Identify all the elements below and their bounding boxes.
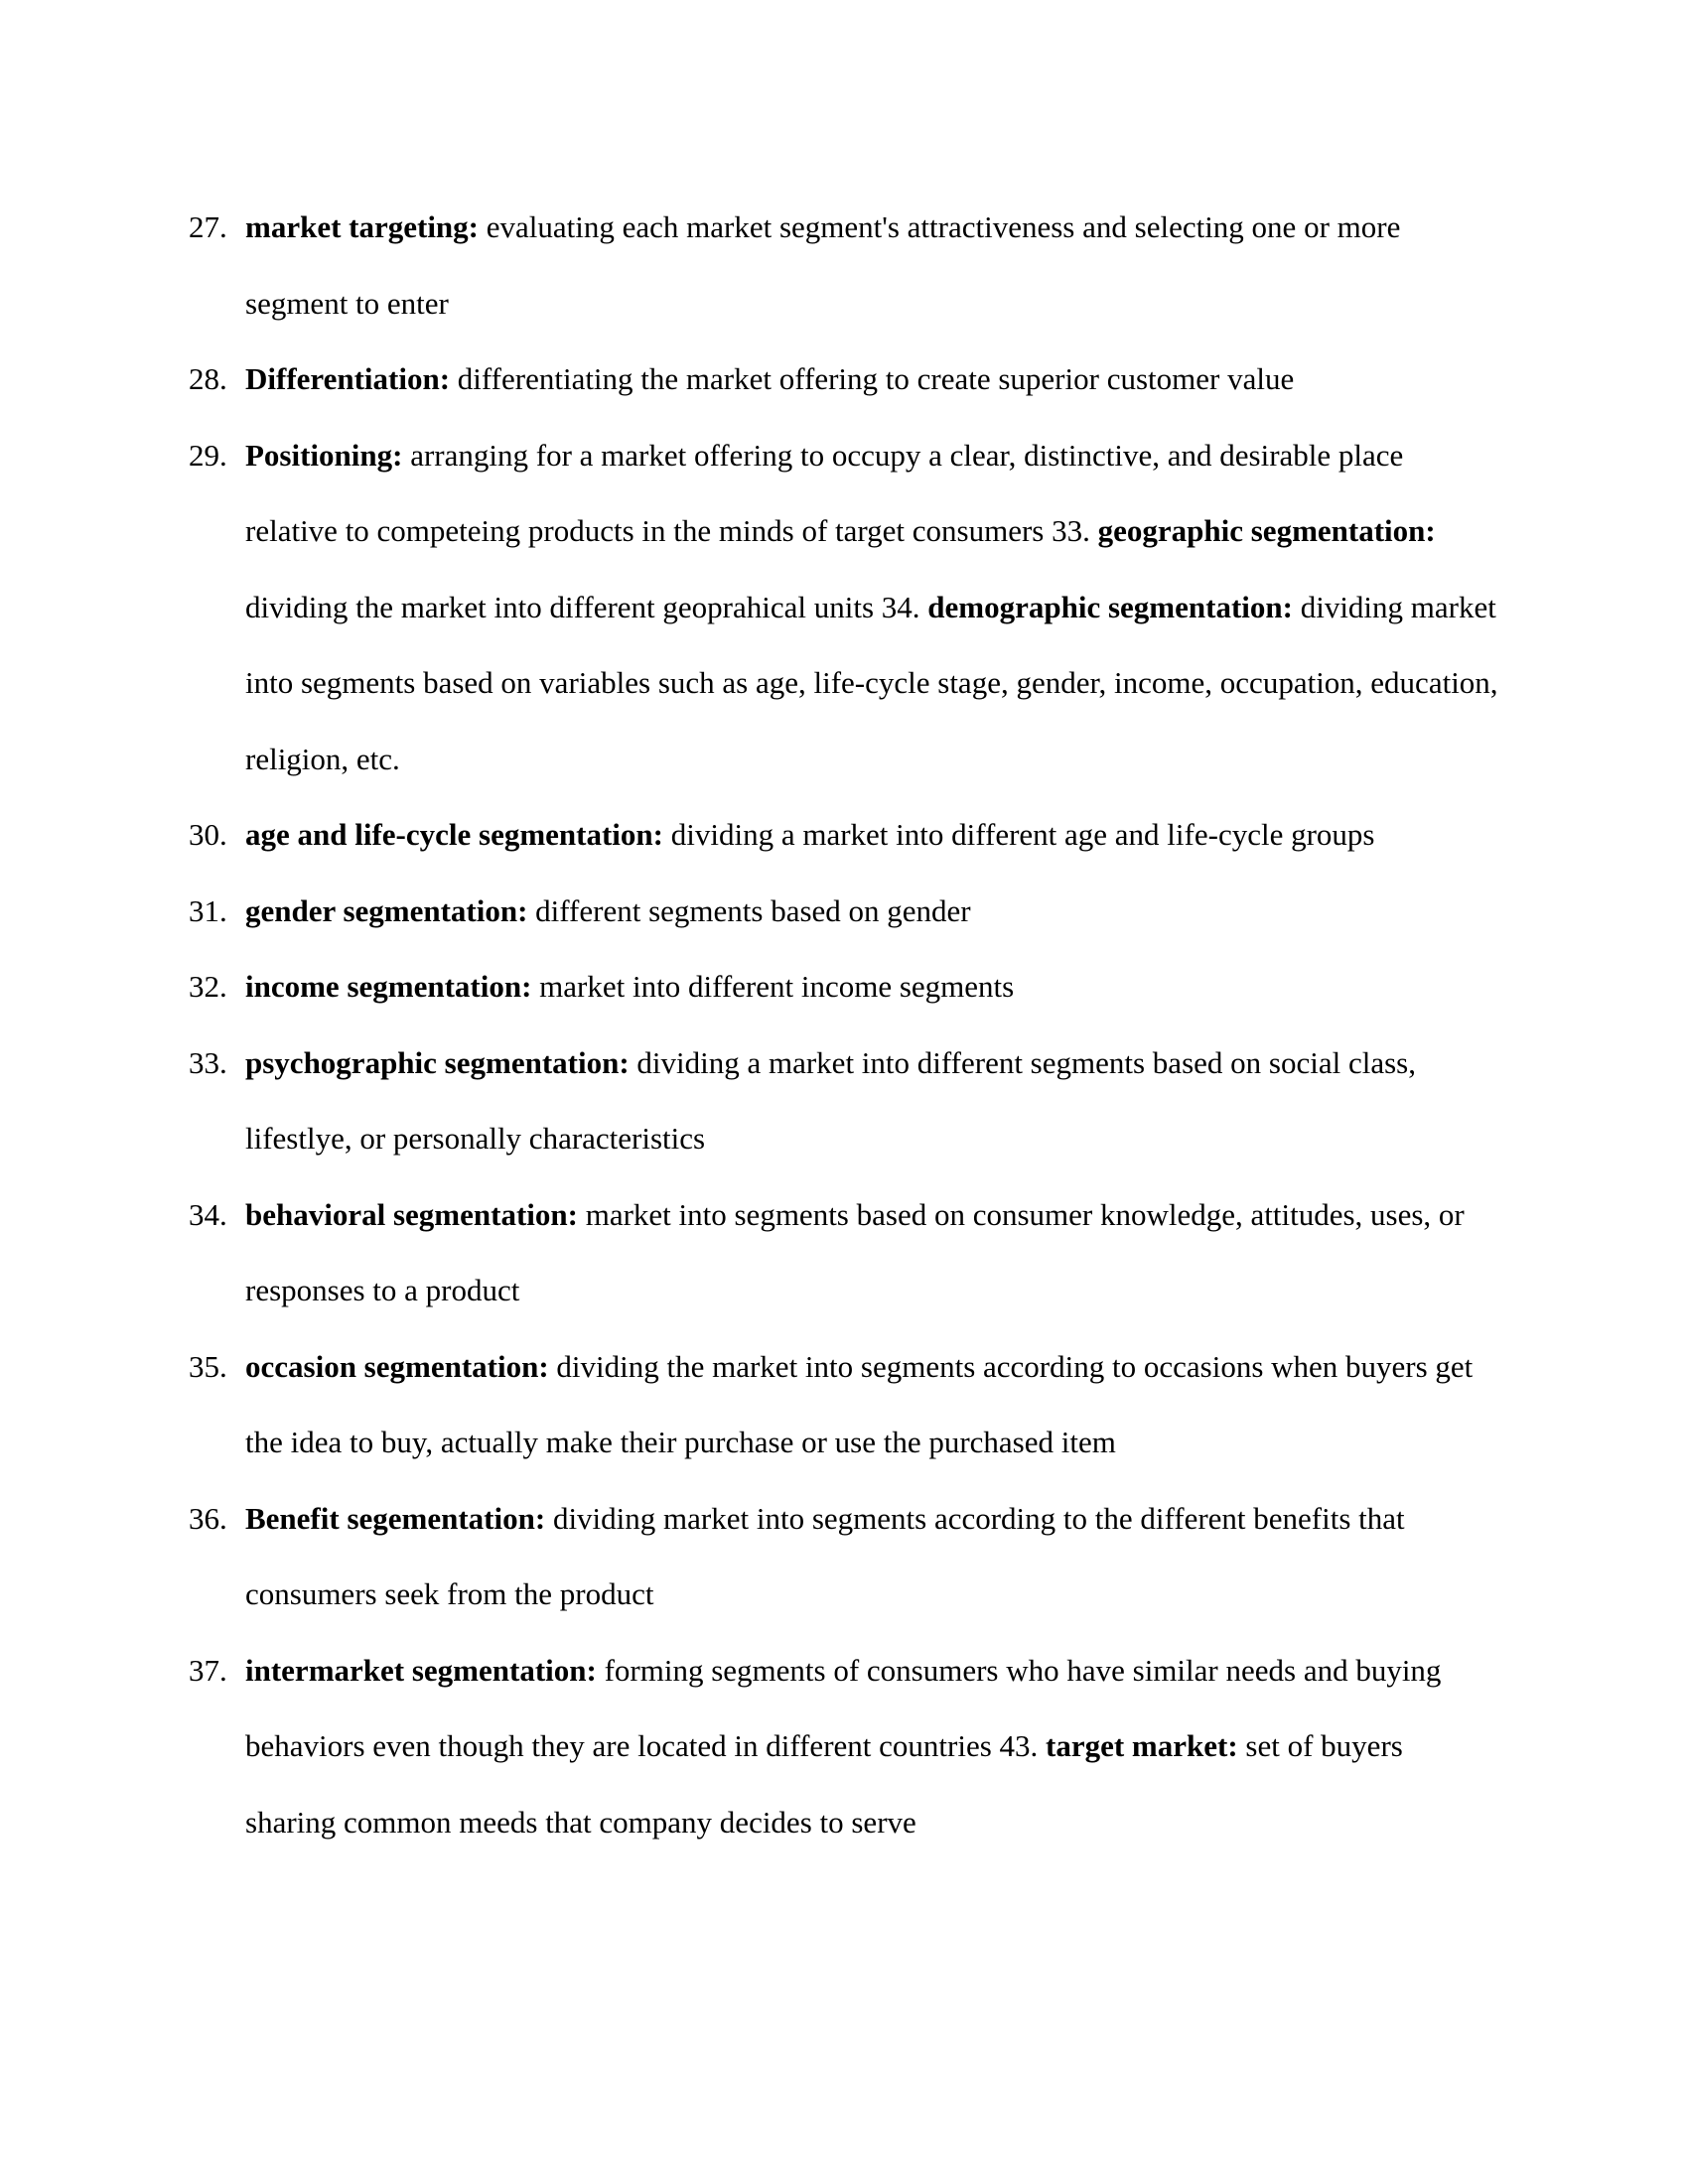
item-body [245, 361, 1294, 396]
list-item [189, 190, 1499, 341]
item-number: 34. [189, 1196, 227, 1232]
list-item [189, 949, 1499, 1025]
item-body [245, 1653, 1441, 1840]
term: age and life-cycle segmentation: [245, 817, 663, 852]
list-item [189, 874, 1499, 950]
definition-text: set of buyers sharing common meeds that company decides to serve [245, 1728, 1403, 1840]
list-item [189, 1329, 1499, 1481]
term: target market: [1046, 1728, 1238, 1763]
item-body [245, 1045, 1416, 1157]
list-item [189, 1177, 1499, 1329]
item-body [245, 969, 1014, 1004]
item-number: 35. [189, 1348, 227, 1384]
list-item [189, 341, 1499, 418]
item-number: 36. [189, 1500, 227, 1536]
term: Positioning: [245, 437, 403, 473]
definition-text: dividing market into segments according to the different benefits that consumers seek from the product [245, 1500, 1405, 1611]
item-number: 31. [189, 892, 227, 928]
item-number: 28. [189, 361, 227, 396]
definition-text: different segments based on gender [527, 892, 971, 928]
item-number: 37. [189, 1652, 227, 1688]
term: behavioral segmentation: [245, 1196, 578, 1232]
list-item [189, 418, 1499, 798]
definition-text: dividing a market into different segments based on social class, lifestlye, or personally characteristics [245, 1044, 1416, 1156]
definition-text: dividing the market into segments according to occasions when buyers get the idea to buy, actually make their purchase or use the purchased item [245, 1348, 1474, 1459]
definition-text: arranging for a market offering to occupy a clear, distinctive, and desirable place relative to competeing products in the minds of target consumers 33. [245, 437, 1404, 548]
definition-text: market into different income segments [531, 969, 1015, 1004]
item-number: 30. [189, 817, 227, 852]
term: psychographic segmentation: [245, 1044, 630, 1080]
term: Benefit segementation: [245, 1500, 546, 1536]
item-body [245, 893, 971, 928]
term: demographic segmentation: [927, 589, 1293, 624]
item-body [245, 438, 1498, 776]
item-number: 33. [189, 1044, 227, 1080]
list-item [189, 1633, 1499, 1861]
definition-text: dividing a market into different age and life-cycle groups [662, 817, 1375, 852]
term: geographic segmentation: [1097, 513, 1436, 548]
item-body [245, 1501, 1405, 1612]
definition-text: dividing the market into different geoprahical units 34. [245, 589, 928, 624]
definition-text: market into segments based on consumer knowledge, attitudes, uses, or responses to a product [245, 1196, 1465, 1307]
term: occasion segmentation: [245, 1348, 549, 1384]
term: Differentiation: [245, 361, 451, 396]
definition-text: dividing market into segments based on variables such as age, life-cycle stage, gender, income, occupation, education, religion, etc. [245, 589, 1498, 776]
list-item [189, 797, 1499, 874]
term: income segmentation: [245, 969, 532, 1004]
list-item [189, 1481, 1499, 1633]
definition-text: differentiating the market offering to create superior customer value [450, 361, 1295, 396]
item-body [245, 817, 1374, 852]
item-number: 32. [189, 969, 227, 1004]
definition-text: forming segments of consumers who have similar needs and buying behaviors even though they are located in different countries 43. [245, 1652, 1442, 1763]
item-number: 29. [189, 437, 227, 473]
term: gender segmentation: [245, 892, 528, 928]
list-item [189, 1025, 1499, 1177]
term: intermarket segmentation: [245, 1652, 597, 1688]
item-number: 27. [189, 209, 227, 244]
definition-text: evaluating each market segment's attractiveness and selecting one or more segment to enter [245, 209, 1401, 321]
item-body [245, 1349, 1473, 1460]
item-body [245, 1197, 1465, 1308]
term: market targeting: [245, 209, 479, 244]
definition-list [189, 190, 1499, 1860]
item-body [245, 209, 1400, 321]
